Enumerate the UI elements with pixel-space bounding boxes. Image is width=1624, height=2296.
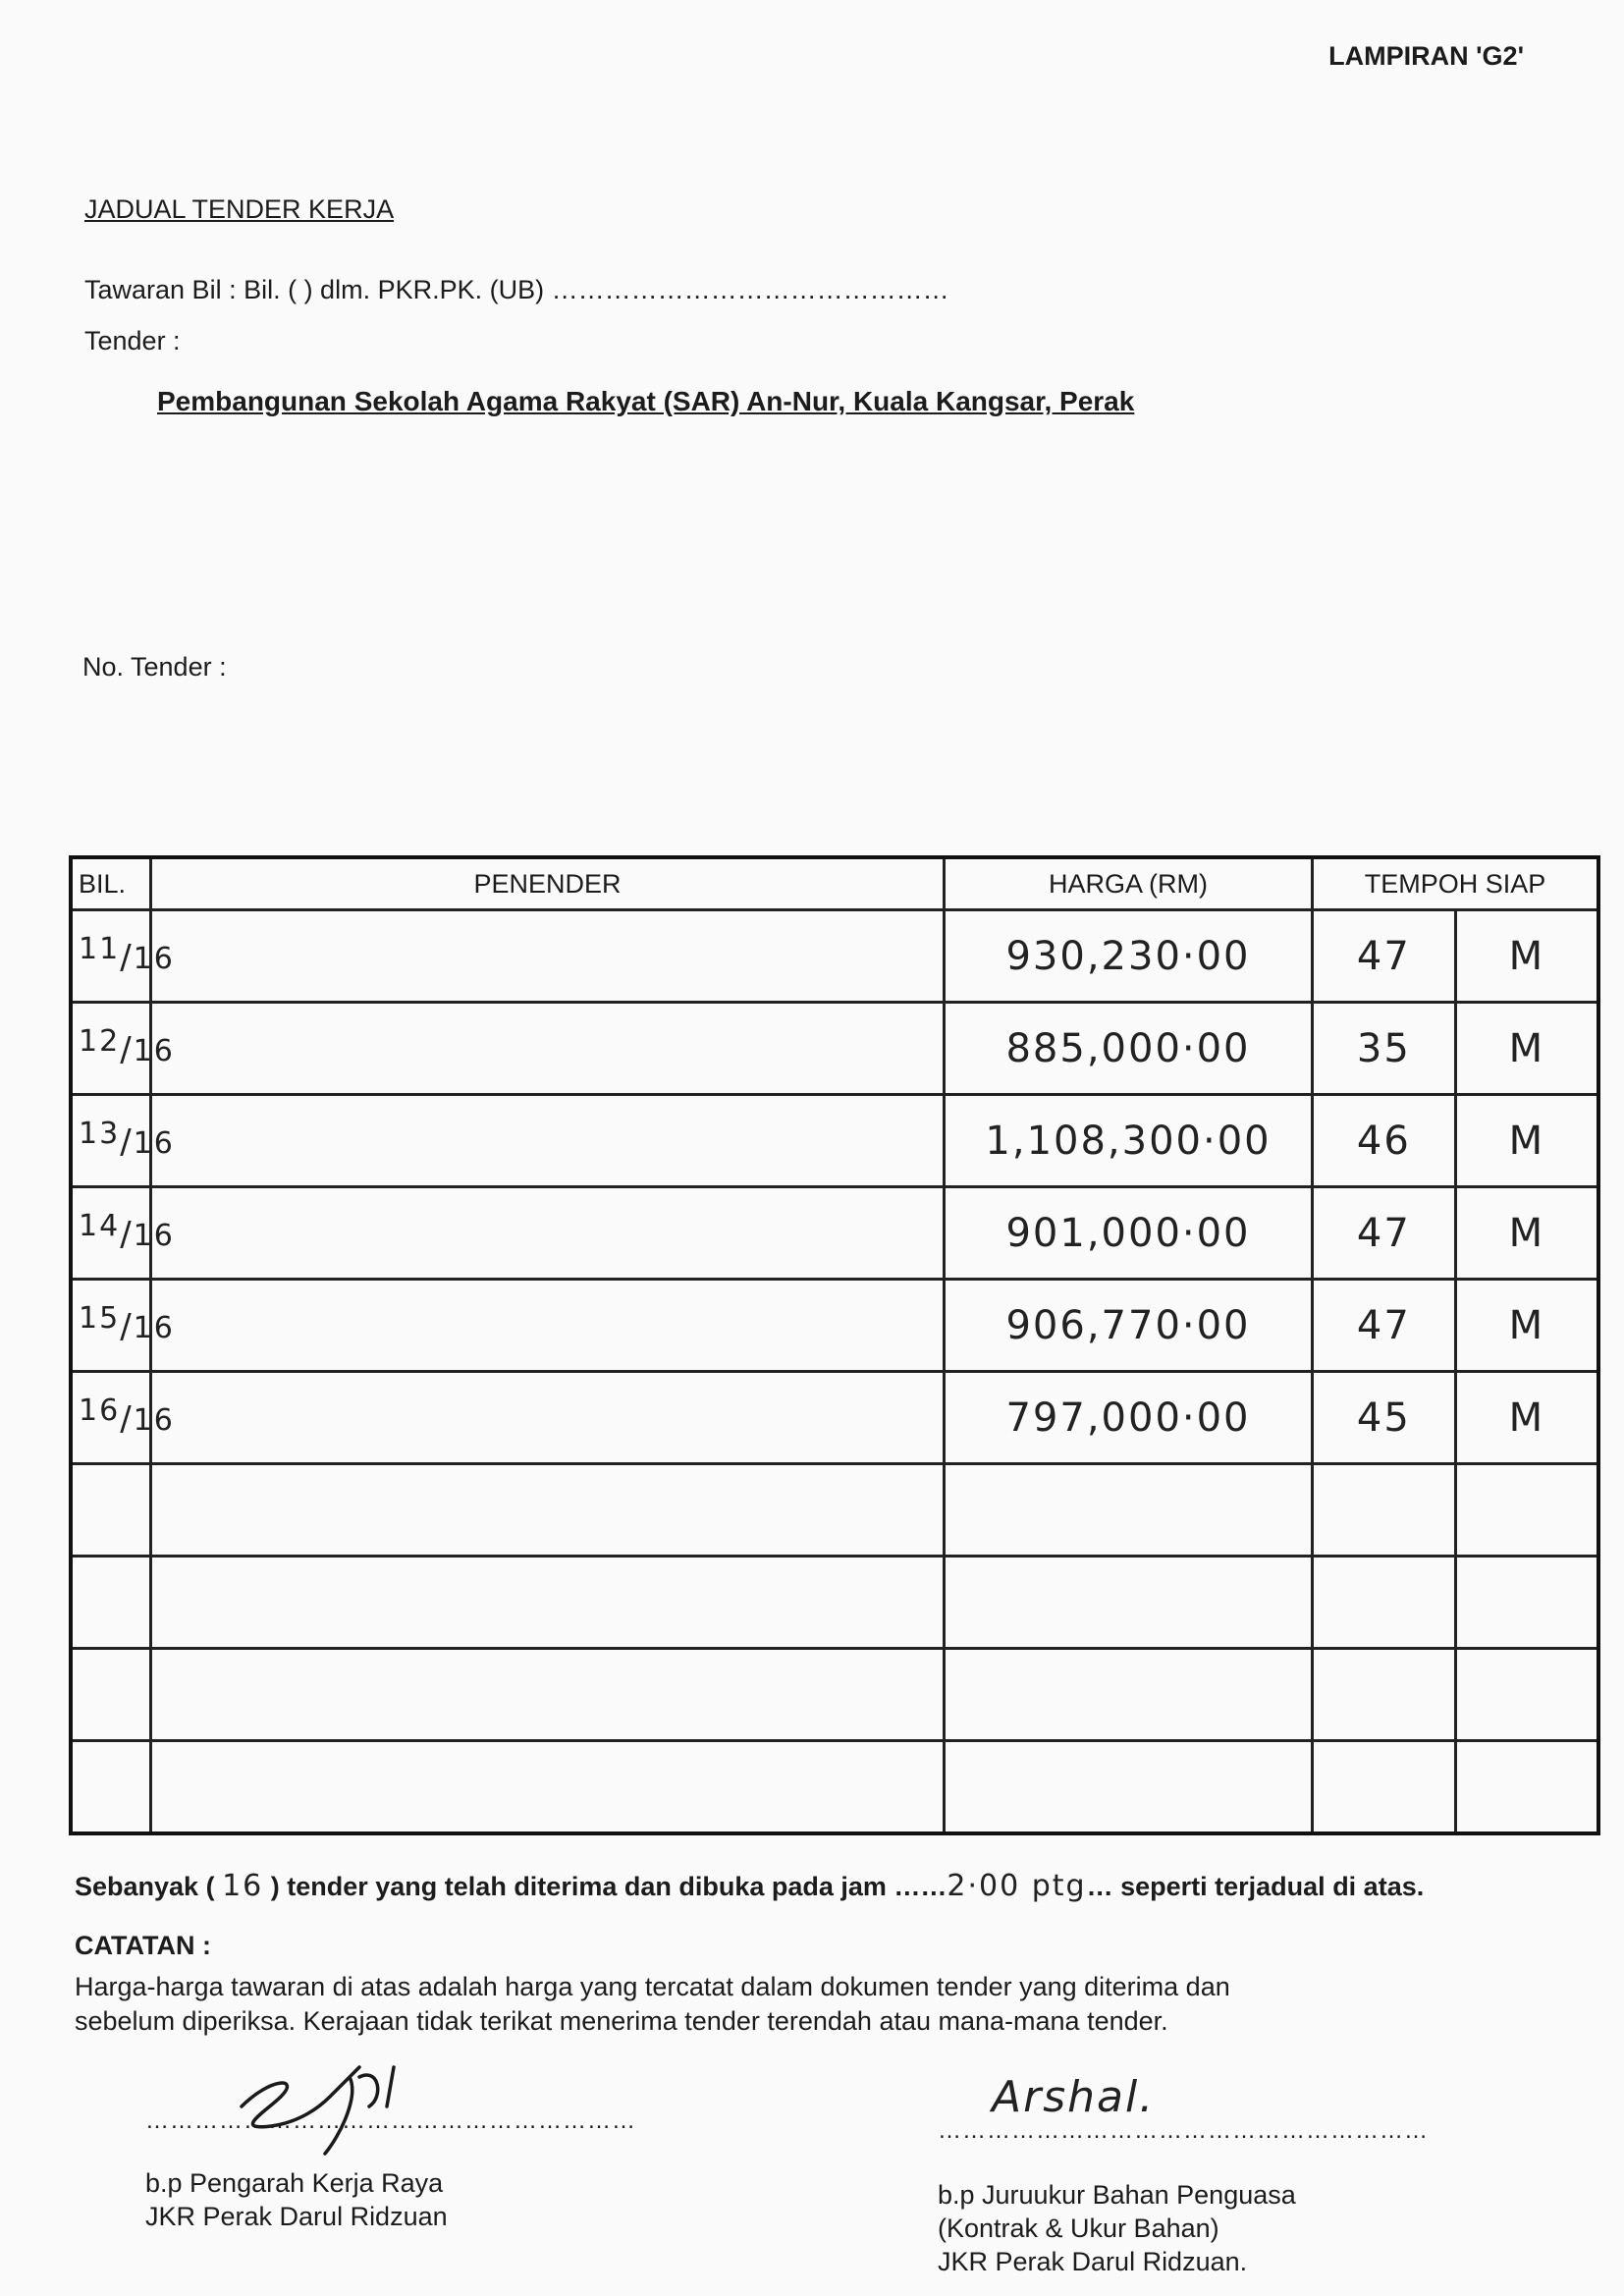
bil-cell	[71, 1003, 175, 1095]
right-role-1: b.p Juruukur Bahan Penguasa	[938, 2180, 1296, 2210]
table-row	[71, 1557, 1598, 1649]
right-signature-line: ……………………………………………………	[938, 2117, 1429, 2144]
catatan-note	[75, 1970, 1253, 2039]
penender-cell	[151, 1003, 945, 1095]
table-row	[71, 1464, 1598, 1557]
penender-cell	[151, 1372, 945, 1464]
penender-cell	[151, 1095, 945, 1187]
tawaran-line: Tawaran Bil : Bil. ( ) dlm. PKR.PK. (UB) ………………………………………	[84, 275, 949, 304]
tempoh-unit-cell	[1455, 1741, 1598, 1834]
table-header-row	[71, 857, 1598, 910]
table-row	[71, 1649, 1598, 1741]
table-row	[71, 1187, 1598, 1280]
bil-cell	[71, 1187, 175, 1280]
tempoh-cell: 47	[1313, 910, 1456, 1003]
tempoh-cell: 47	[1313, 1280, 1456, 1372]
harga-cell	[945, 1557, 1313, 1649]
right-role-3: JKR Perak Darul Ridzuan.	[938, 2247, 1248, 2276]
tempoh-unit-cell: M	[1455, 1095, 1598, 1187]
summary-line	[75, 1869, 1424, 1903]
summary-pre: Sebanyak (	[75, 1872, 223, 1901]
table-row	[71, 910, 1598, 1003]
bil-number: $^{15}$/16	[79, 1301, 175, 1346]
tempoh-cell: 46	[1313, 1095, 1456, 1187]
tempoh-unit-cell: M	[1455, 1187, 1598, 1280]
penender-cell	[151, 1187, 945, 1280]
tempoh-unit-cell	[1455, 1557, 1598, 1649]
bil-numerator: 11	[79, 932, 121, 966]
bil-cell	[71, 1741, 151, 1834]
bil-denominator: 16	[133, 1034, 175, 1068]
right-signatory	[938, 2178, 1296, 2278]
table-body	[71, 910, 1598, 1834]
tempoh-cell: 35	[1313, 1003, 1456, 1095]
left-role-2: JKR Perak Darul Ridzuan	[145, 2202, 448, 2231]
table-row	[71, 1095, 1598, 1187]
bil-denominator: 16	[133, 1219, 175, 1253]
summary-time: 2·00 ptg	[947, 1869, 1087, 1903]
harga-cell	[945, 1649, 1313, 1741]
harga-cell: 901,000·00	[945, 1187, 1313, 1280]
header-tempoh: TEMPOH SIAP	[1313, 857, 1599, 910]
tempoh-unit-cell: M	[1455, 1003, 1598, 1095]
left-signature-line: ……………………………………………………	[145, 2107, 636, 2134]
bil-numerator: 12	[79, 1024, 121, 1059]
header-bil: BIL.	[71, 857, 151, 910]
bil-cell	[71, 1649, 151, 1741]
project-title: Pembangunan Sekolah Agama Rakyat (SAR) An-Nur, Kuala Kangsar, Perak	[157, 386, 1135, 416]
tender-label: Tender :	[84, 326, 181, 355]
bil-numerator: 15	[79, 1301, 121, 1336]
harga-cell: 1,108,300·00	[945, 1095, 1313, 1187]
table-row	[71, 1280, 1598, 1372]
bil-denominator: 16	[133, 1126, 175, 1161]
penender-cell	[151, 1649, 945, 1741]
right-role-2: (Kontrak & Ukur Bahan)	[938, 2214, 1219, 2243]
tempoh-unit-cell	[1455, 1649, 1598, 1741]
catatan-title: CATATAN :	[75, 1931, 211, 1960]
header-penender: PENENDER	[151, 857, 945, 910]
bil-denominator: 16	[133, 1403, 175, 1438]
summary-mid: ) tender yang telah diterima dan dibuka pada jam ……	[263, 1872, 947, 1901]
tempoh-cell: 45	[1313, 1372, 1456, 1464]
form-heading: JADUAL TENDER KERJA	[84, 194, 395, 224]
tempoh-unit-cell: M	[1455, 910, 1598, 1003]
tempoh-cell	[1313, 1649, 1456, 1741]
bil-cell	[71, 1372, 175, 1464]
bil-numerator: 13	[79, 1117, 121, 1151]
bil-numerator: 14	[79, 1209, 121, 1243]
left-signatory	[145, 2166, 448, 2233]
tempoh-unit-cell: M	[1455, 1372, 1598, 1464]
penender-cell	[151, 1280, 945, 1372]
no-tender-label: No. Tender :	[82, 652, 227, 682]
right-signature: Arshal.	[992, 2072, 1156, 2122]
summary-count: 16	[222, 1869, 264, 1903]
table-row	[71, 1003, 1598, 1095]
bil-denominator: 16	[133, 942, 175, 976]
tempoh-cell	[1313, 1741, 1456, 1834]
bil-cell	[71, 1095, 175, 1187]
harga-cell: 930,230·00	[945, 910, 1313, 1003]
bil-numerator: 16	[79, 1394, 121, 1428]
bil-cell	[71, 910, 175, 1003]
penender-cell	[151, 1557, 945, 1649]
left-signature	[212, 2038, 428, 2156]
harga-cell	[945, 1464, 1313, 1557]
tempoh-cell	[1313, 1464, 1456, 1557]
harga-cell: 797,000·00	[945, 1372, 1313, 1464]
catatan-line-2: sebelum diperiksa. Kerajaan tidak terikat menerima tender terendah atau mana-mana tender.	[75, 2006, 1168, 2036]
table-row	[71, 1741, 1598, 1834]
annex-label: LAMPIRAN 'G2'	[1328, 41, 1524, 71]
bil-number: $^{16}$/16	[79, 1394, 175, 1439]
tempoh-cell	[1313, 1557, 1456, 1649]
penender-cell	[151, 1741, 945, 1834]
penender-cell	[151, 1464, 945, 1557]
tender-table	[69, 855, 1600, 1835]
tempoh-unit-cell: M	[1455, 1280, 1598, 1372]
header-harga: HARGA (RM)	[945, 857, 1313, 910]
harga-cell: 906,770·00	[945, 1280, 1313, 1372]
penender-cell	[151, 910, 945, 1003]
bil-number: $^{13}$/16	[79, 1117, 175, 1162]
harga-cell	[945, 1741, 1313, 1834]
bil-denominator: 16	[133, 1311, 175, 1345]
summary-post: … seperti terjadual di atas.	[1086, 1872, 1425, 1901]
table-row	[71, 1372, 1598, 1464]
tempoh-cell: 47	[1313, 1187, 1456, 1280]
bil-number: $^{11}$/16	[79, 932, 175, 977]
bil-cell	[71, 1280, 175, 1372]
bil-cell	[71, 1557, 151, 1649]
harga-cell: 885,000·00	[945, 1003, 1313, 1095]
left-role-1: b.p Pengarah Kerja Raya	[145, 2168, 444, 2198]
bil-number: $^{12}$/16	[79, 1024, 175, 1069]
tempoh-unit-cell	[1455, 1464, 1598, 1557]
bil-number: $^{14}$/16	[79, 1209, 175, 1254]
catatan-line-1: Harga-harga tawaran di atas adalah harga yang tercatat dalam dokumen tender yang diterima dan	[75, 1972, 1230, 2001]
bil-cell	[71, 1464, 151, 1557]
